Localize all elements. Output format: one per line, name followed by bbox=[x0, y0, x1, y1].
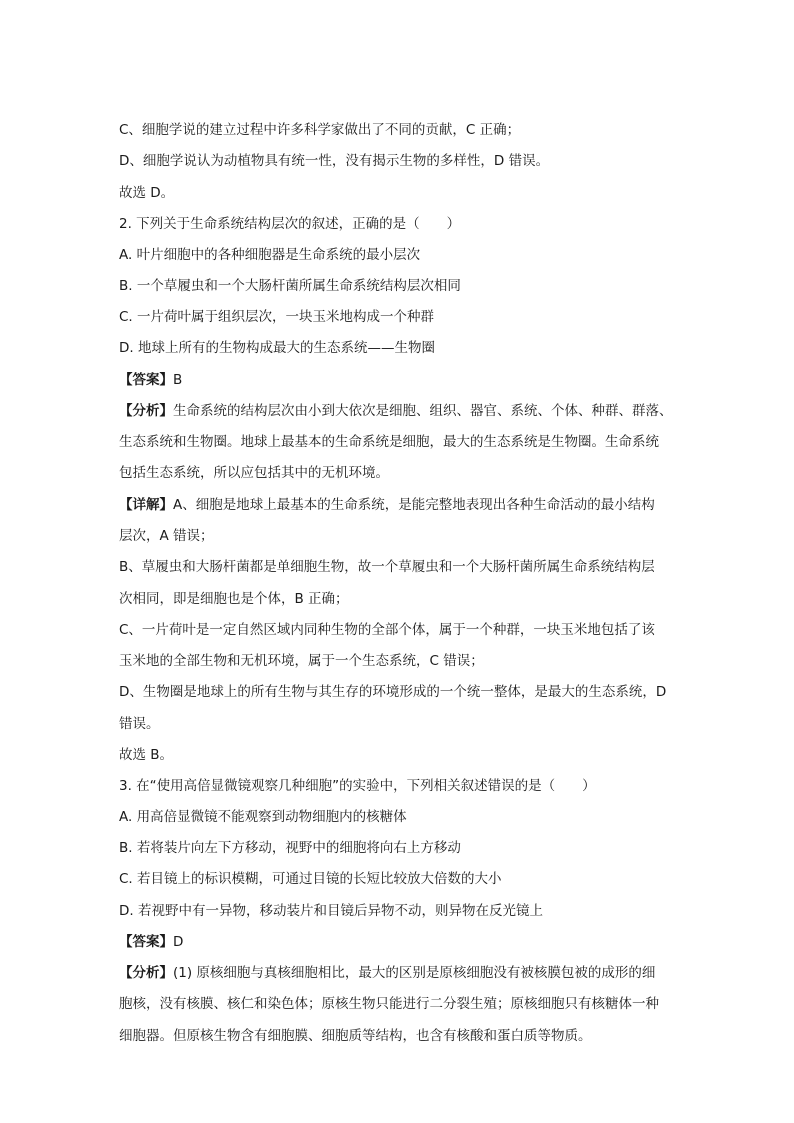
text-line: C、一片荷叶是一定自然区域内同种生物的全部个体，属于一个种群，一块玉米地包括了该 bbox=[119, 622, 655, 638]
text-line: 3. 在“使用高倍显微镜观察几种细胞”的实验中，下列相关叙述错误的是（ ） bbox=[119, 778, 596, 794]
section-label: 【分析】 bbox=[119, 965, 173, 981]
section-label: 【详解】 bbox=[119, 497, 173, 513]
text-line: B. 若将装片向左下方移动，视野中的细胞将向右上方移动 bbox=[119, 840, 461, 856]
section-text: 生命系统的结构层次由小到大依次是细胞、组织、器官、系统、个体、种群、群落、 bbox=[173, 403, 673, 419]
text-line bbox=[119, 402, 673, 420]
section-label: 【答案】 bbox=[119, 934, 173, 950]
text-line: A. 用高倍显微镜不能观察到动物细胞内的核糖体 bbox=[119, 809, 407, 825]
text-line: 胞核，没有核膜、核仁和染色体；原核生物只能进行二分裂生殖；原核细胞只有核糖体一种 bbox=[119, 996, 659, 1012]
text-line: 层次，A 错误； bbox=[119, 528, 214, 544]
text-line: 细胞器。但原核生物含有细胞膜、细胞质等结构，也含有核酸和蛋白质等物质。 bbox=[119, 1028, 592, 1044]
section-text: B bbox=[173, 372, 183, 388]
text-line bbox=[119, 496, 655, 514]
text-line: D、细胞学说认为动植物具有统一性，没有揭示生物的多样性，D 错误。 bbox=[119, 153, 550, 169]
section-text: (1) 原核细胞与真核细胞相比，最大的区别是原核细胞没有被核膜包被的成形的细 bbox=[173, 965, 656, 981]
section-text: D bbox=[173, 934, 184, 950]
section-label: 【分析】 bbox=[119, 403, 173, 419]
text-line: C. 一片荷叶属于组织层次，一块玉米地构成一个种群 bbox=[119, 309, 435, 325]
text-line: D、生物圈是地球上的所有生物与其生存的环境形成的一个统一整体，是最大的生态系统，D bbox=[119, 684, 667, 700]
text-line bbox=[119, 371, 182, 389]
section-label: 【答案】 bbox=[119, 372, 173, 388]
text-line: 次相同，即是细胞也是个体，B 正确； bbox=[119, 591, 349, 607]
section-text: A、细胞是地球上最基本的生命系统，是能完整地表现出各种生命活动的最小结构 bbox=[173, 497, 655, 513]
text-line: B. 一个草履虫和一个大肠杆菌所属生命系统结构层次相同 bbox=[119, 278, 461, 294]
text-line: 玉米地的全部生物和无机环境，属于一个生态系统，C 错误； bbox=[119, 653, 484, 669]
text-line: 包括生态系统，所以应包括其中的无机环境。 bbox=[119, 465, 389, 481]
text-line: 故选 B。 bbox=[119, 747, 174, 763]
text-line: C. 若目镜上的标识模糊，可通过目镜的长短比较放大倍数的大小 bbox=[119, 871, 502, 887]
text-line: 2. 下列关于生命系统结构层次的叙述，正确的是（ ） bbox=[119, 216, 461, 232]
text-line bbox=[119, 964, 655, 982]
text-line: A. 叶片细胞中的各种细胞器是生命系统的最小层次 bbox=[119, 247, 421, 263]
text-line: D. 若视野中有一异物，移动装片和目镜后异物不动，则异物在反光镜上 bbox=[119, 903, 543, 919]
text-line: B、草履虫和大肠杆菌都是单细胞生物，故一个草履虫和一个大肠杆菌所属生命系统结构层 bbox=[119, 559, 655, 575]
text-line: 故选 D。 bbox=[119, 185, 175, 201]
text-line: 错误。 bbox=[119, 716, 160, 732]
text-line: D. 地球上所有的生物构成最大的生态系统——生物圈 bbox=[119, 340, 435, 356]
text-line: C、细胞学说的建立过程中许多科学家做出了不同的贡献，C 正确； bbox=[119, 122, 521, 138]
text-line bbox=[119, 933, 183, 951]
text-line: 生态系统和生物圈。地球上最基本的生命系统是细胞，最大的生态系统是生物圈。生命系统 bbox=[119, 434, 659, 450]
